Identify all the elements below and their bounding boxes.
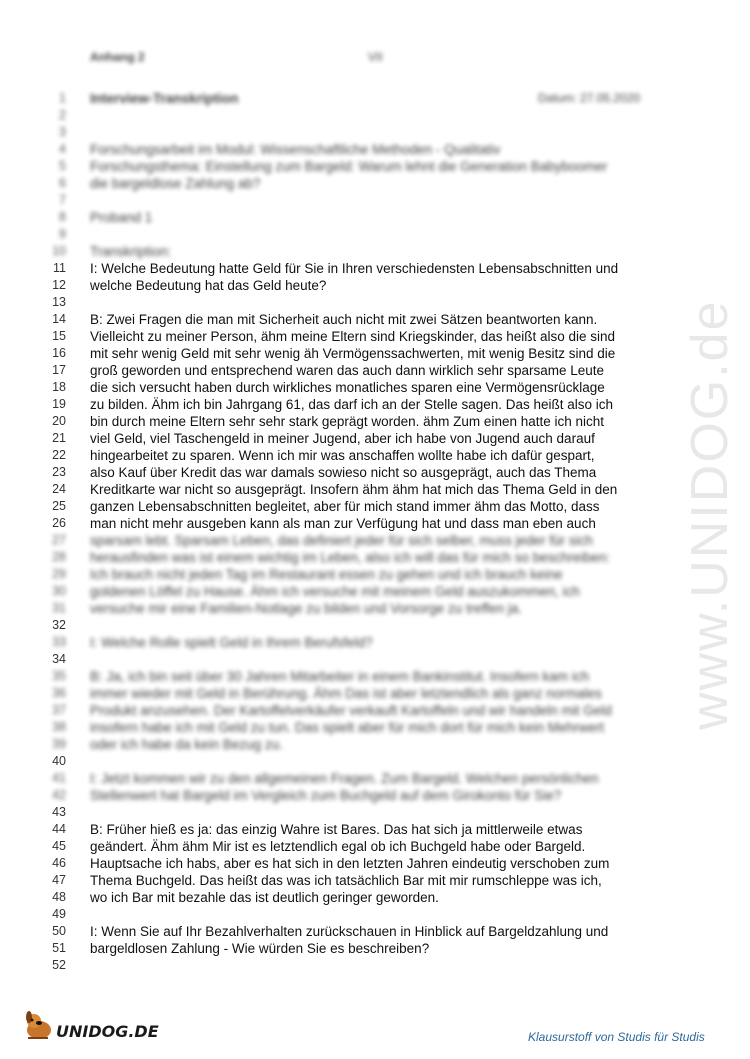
line-text: groß geworden und entsprechend waren das auch dann wirklich sehr sparsame Leute [90, 363, 605, 378]
line-number: 26 [52, 516, 66, 530]
line-number: 52 [52, 958, 66, 972]
line-number: 24 [52, 482, 66, 496]
transcript-line [40, 821, 660, 838]
line-number: 29 [52, 567, 66, 581]
transcript-line [40, 362, 660, 379]
transcript-line [40, 498, 660, 515]
line-text: I: Wenn Sie auf Ihr Bezahlverhalten zurückschauen in Hinblick auf Bargeldzahlung und [90, 924, 609, 939]
line-number: 36 [52, 686, 66, 700]
line-number: 37 [52, 703, 66, 717]
transcript-line [40, 532, 660, 549]
line-number: 7 [59, 193, 66, 207]
transcript-line [40, 243, 660, 260]
line-number: 43 [52, 805, 66, 819]
line-number: 6 [59, 176, 66, 190]
line-number: 14 [52, 312, 66, 326]
line-number: 12 [52, 278, 66, 292]
line-text: immer wieder mit Geld in Berührung. Ähm Das ist aber letztendlich als ganz normales [90, 686, 602, 701]
line-text: Vielleicht zu meiner Person, ähm meine Eltern sind Kriegskinder, das heißt also die sind [90, 329, 616, 344]
dog-icon [22, 1008, 56, 1042]
transcript-line [40, 549, 660, 566]
transcript-line [40, 804, 660, 821]
line-text: sparsam lebt. Sparsam Leben, das definiert jeder für sich selber, muss jeder für sich [90, 533, 593, 548]
footer-text: Klausurstoff von Studis für Studis [528, 1030, 705, 1044]
interview-date: Datum: 27.05.2020 [538, 91, 641, 105]
transcript-line [40, 753, 660, 770]
page-header [90, 50, 650, 66]
line-number: 5 [59, 159, 66, 173]
line-number: 32 [52, 618, 66, 632]
line-text: B: Ja, ich bin seit über 30 Jahren Mitarbeiter in einem Bankinstitut. Insofern kam ich [90, 669, 589, 684]
line-text: hingearbeitet zu sparen. Wenn ich mir was anschaffen wollte habe ich dafür gespart, [90, 448, 595, 463]
line-number: 38 [52, 720, 66, 734]
transcript-line [40, 277, 660, 294]
line-text: insofern habe ich mit Geld zu tun. Das spielt aber für mich dort für mich kein Mehrwert [90, 720, 604, 735]
line-text: Forschungsthema: Einstellung zum Bargeld: Warum lehnt die Generation Babyboomer [90, 159, 608, 174]
line-number: 31 [52, 601, 66, 615]
line-number: 3 [59, 125, 66, 139]
line-number: 39 [52, 737, 66, 751]
line-number: 18 [52, 380, 66, 394]
transcript-line [40, 515, 660, 532]
transcript-line [40, 413, 660, 430]
transcript-line [40, 770, 660, 787]
transcript-line [40, 940, 660, 957]
line-text: herausfinden was ist einem wichtig im Leben, also ich will das für mich so beschreiben: [90, 550, 611, 565]
line-number: 1 [59, 91, 66, 105]
transcript-line [40, 209, 660, 226]
line-number: 15 [52, 329, 66, 343]
transcript-line [40, 685, 660, 702]
line-text: Forschungsarbeit im Modul: Wissenschaftliche Methoden - Qualitativ [90, 142, 501, 157]
logo-text: UNIDOG.DE [56, 1022, 159, 1041]
line-number: 46 [52, 856, 66, 870]
line-number: 45 [52, 839, 66, 853]
transcript-line [40, 634, 660, 651]
line-number: 28 [52, 550, 66, 564]
line-text: wo ich Bar mit bezahle das ist deutlich geringer geworden. [90, 890, 439, 905]
line-number: 49 [52, 907, 66, 921]
line-number: 51 [52, 941, 66, 955]
transcript-line [40, 838, 660, 855]
line-number: 19 [52, 397, 66, 411]
line-number: 9 [59, 227, 66, 241]
line-number: 27 [52, 533, 66, 547]
line-text: Hauptsache ich habs, aber es hat sich in den letzten Jahren eindeutig verschoben zum [90, 856, 610, 871]
line-number: 47 [52, 873, 66, 887]
transcript-line [40, 872, 660, 889]
transcript-line [40, 889, 660, 906]
transcript-line [40, 141, 660, 158]
line-text: oder ich habe da kein Bezug zu. [90, 737, 283, 752]
line-number: 42 [52, 788, 66, 802]
line-text: welche Bedeutung hat das Geld heute? [90, 278, 327, 293]
line-number: 23 [52, 465, 66, 479]
transcript-line [40, 855, 660, 872]
line-text: man nicht mehr ausgeben kann als man zur Verfügung hat und dass man eben auch [90, 516, 596, 531]
transcript-line [40, 192, 660, 209]
transcript-line [40, 430, 660, 447]
line-text: die sich versucht haben durch wirkliches monatliches sparen eine Vermögensrücklage [90, 380, 605, 395]
transcript-line [40, 447, 660, 464]
line-number: 22 [52, 448, 66, 462]
line-number: 30 [52, 584, 66, 598]
transcript-line [40, 787, 660, 804]
line-number: 35 [52, 669, 66, 683]
transcript-line [40, 668, 660, 685]
line-text: also Kauf über Kredit das war damals sowieso nicht so ausgeprägt, auch das Thema [90, 465, 597, 480]
transcript-line [40, 481, 660, 498]
line-number: 40 [52, 754, 66, 768]
transcript-line [40, 702, 660, 719]
page-number: VII [368, 50, 383, 64]
line-number: 44 [52, 822, 66, 836]
line-number: 25 [52, 499, 66, 513]
transcript-line [40, 566, 660, 583]
line-text: zu bilden. Ähm ich bin Jahrgang 61, das darf ich an der Stelle sagen. Das heißt also ich [90, 397, 614, 412]
line-text: mit sehr wenig Geld mit sehr wenig äh Vermögenssachwerten, mit wenig Besitz sind die [90, 346, 616, 361]
transcript-line [40, 294, 660, 311]
line-text: die bargeldlose Zahlung ab? [90, 176, 261, 191]
line-text: I: Welche Rolle spielt Geld in Ihrem Berufsfeld? [90, 635, 373, 650]
line-text: Produkt anzusehen. Der Kartoffelverkäufer verkauft Kartoffeln und wir handeln mit Geld [90, 703, 612, 718]
line-text: goldenen Löffel zu Hause. Ähm ich versuche mit meinem Geld auszukommen, ich [90, 584, 580, 599]
line-number: 13 [52, 295, 66, 309]
transcript-line [40, 175, 660, 192]
line-text: ganzen Lebensabschnitten begleitet, aber für mich stand immer ähm das Motto, dass [90, 499, 600, 514]
transcript-line [40, 583, 660, 600]
transcript-line [40, 617, 660, 634]
transcript-line [40, 328, 660, 345]
transcript-line [40, 396, 660, 413]
transcript-line [40, 600, 660, 617]
line-number: 21 [52, 431, 66, 445]
line-text: B: Früher hieß es ja: das einzig Wahre ist Bares. Das hat sich ja mittlerweile etwas [90, 822, 583, 837]
line-text: B: Zwei Fragen die man mit Sicherheit auch nicht mit zwei Sätzen beantworten kann. [90, 312, 598, 327]
transcript-lines [40, 90, 660, 974]
line-number: 41 [52, 771, 66, 785]
transcript-line [40, 345, 660, 362]
line-text: versuche mir eine Familien-Notlage zu bilden und Vorsorge zu treffen ja. [90, 601, 522, 616]
line-text: I: Jetzt kommen wir zu den allgemeinen Fragen. Zum Bargeld. Welchen persönlichen [90, 771, 599, 786]
header-title: Anhang 2 [90, 50, 145, 64]
line-number: 4 [59, 142, 66, 156]
line-number: 2 [59, 108, 66, 122]
line-number: 11 [53, 261, 66, 275]
line-text: Transkription: [90, 244, 172, 259]
line-number: 50 [52, 924, 66, 938]
transcript-line [40, 158, 660, 175]
line-number: 48 [52, 890, 66, 904]
transcript-line [40, 464, 660, 481]
line-text: geändert. Ähm ähm Mir ist es letztendlich egal ob ich Buchgeld habe oder Bargeld. [90, 839, 586, 854]
line-number: 34 [52, 652, 66, 666]
line-text: viel Geld, viel Taschengeld in meiner Jugend, aber ich habe von Jugend auch darauf [90, 431, 595, 446]
transcript-line [40, 379, 660, 396]
line-text: Proband 1 [90, 210, 153, 225]
transcript-line [40, 260, 660, 277]
line-number: 16 [52, 346, 66, 360]
line-text: Stellenwert hat Bargeld im Vergleich zum Buchgeld auf dem Girokonto für Sie? [90, 788, 562, 803]
line-number: 17 [52, 363, 66, 377]
transcript-line [40, 957, 660, 974]
line-text: bargeldlosen Zahlung - Wie würden Sie es beschreiben? [90, 941, 430, 956]
interview-title: Interview-Transkription [90, 91, 239, 106]
transcript-line [40, 107, 660, 124]
line-number: 20 [52, 414, 66, 428]
line-text: Thema Buchgeld. Das heißt das was ich tatsächlich Bar mit mir rumschleppe was ich, [90, 873, 602, 888]
line-number: 8 [59, 210, 66, 224]
transcript-line [40, 736, 660, 753]
line-text: bin durch meine Eltern sehr sehr stark geprägt worden. ähm Zum einen hatte ich nicht [90, 414, 605, 429]
watermark: www.UNIDOG.de [681, 299, 739, 730]
line-text: Kreditkarte war nicht so ausgeprägt. Insofern ähm ähm hat mich das Thema Geld in den [90, 482, 618, 497]
transcript-line [40, 906, 660, 923]
transcript-line [40, 226, 660, 243]
line-number: 33 [52, 635, 66, 649]
transcript-line [40, 124, 660, 141]
line-number: 10 [52, 244, 66, 258]
transcript-line [40, 923, 660, 940]
line-text: I: Welche Bedeutung hatte Geld für Sie in Ihren verschiedensten Lebensabschnitten und [90, 261, 619, 276]
transcript-line [40, 719, 660, 736]
line-text: Ich brauch nicht jeden Tag im Restaurant essen zu gehen und ich brauch keine [90, 567, 563, 582]
transcript-line [40, 651, 660, 668]
transcript-line [40, 90, 660, 107]
transcript-line [40, 311, 660, 328]
